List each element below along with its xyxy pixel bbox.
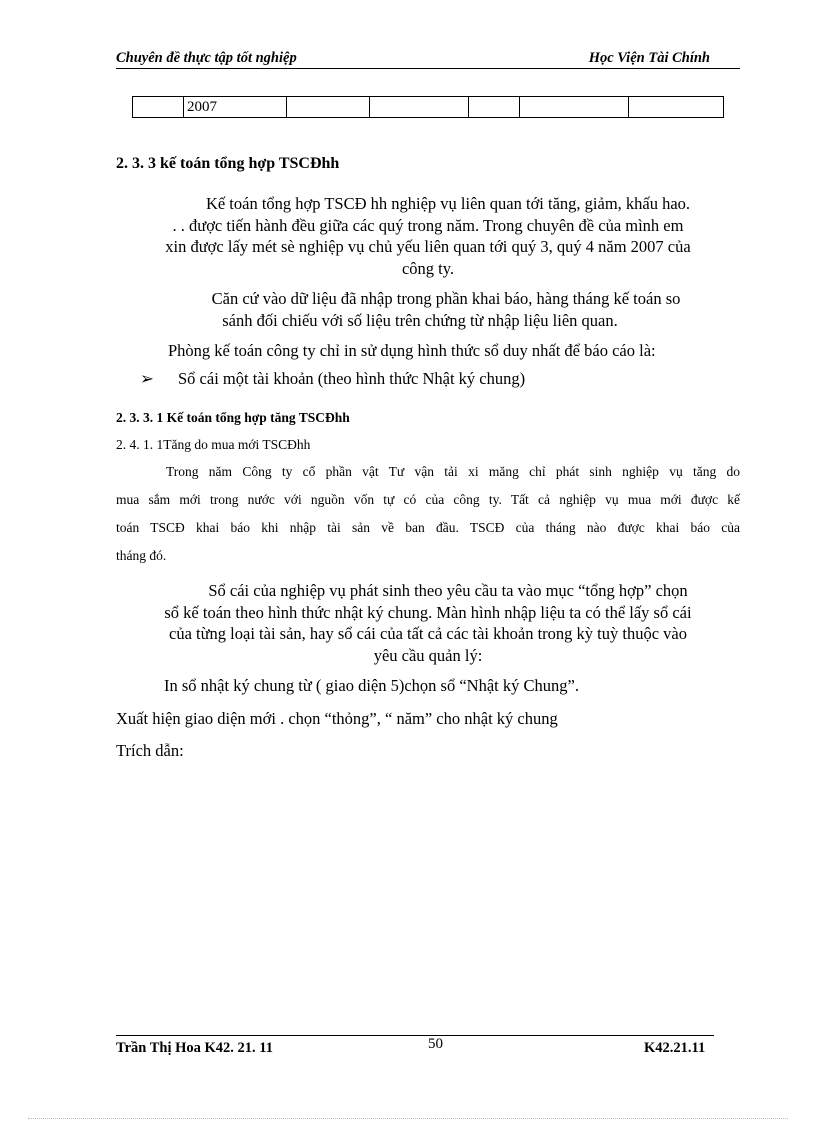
subsection-subtitle: 2. 4. 1. 1Tăng do mua mới TSCĐhh <box>116 437 311 452</box>
header-left-title: Chuyên đề thực tập tốt nghiệp <box>116 50 297 66</box>
paragraph-7: Trích dẫn: <box>116 741 184 760</box>
table-cell <box>469 97 520 118</box>
paragraph-1 <box>116 193 740 279</box>
paragraph-4 <box>116 580 740 666</box>
footer-class: K42.21.11 <box>644 1040 706 1056</box>
footer-author: Trần Thị Hoa K42. 21. 11 <box>116 1040 273 1056</box>
paragraph-line: Trong năm Công ty cổ phần vật Tư vận tải xi măng chỉ phát sinh nghiệp vụ tăng do <box>166 464 740 479</box>
table-cell <box>629 97 724 118</box>
subsection-title: 2. 3. 3. 1 Kế toán tổng hợp tăng TSCĐhh <box>116 410 350 425</box>
paragraph-line: Căn cứ vào dữ liệu đã nhập trong phần khai báo, hàng tháng kế toán so <box>211 289 681 308</box>
page-number: 50 <box>428 1036 443 1052</box>
paragraph-line: tháng đó. <box>116 548 167 563</box>
page-header <box>116 50 740 69</box>
data-table-fragment <box>132 96 724 118</box>
arrow-bullet-icon: ➢ <box>140 369 154 388</box>
paragraph-line: sổ kế toán theo hình thức nhật ký chung. Màn hình nhập liệu ta có thể lấy sổ cái <box>164 602 692 622</box>
paragraph-line: mua sắm mới trong nước với nguồn vốn tự có của công ty. Tất cả nghiệp vụ mua mới được kế <box>116 492 740 507</box>
table-cell <box>287 97 370 118</box>
paragraph-line: công ty. <box>401 258 455 278</box>
paragraph-line: của từng loại tài sản, hay sổ cái của tất cả các tài khoản trong kỳ tuỳ thuộc vào <box>169 624 687 643</box>
paragraph-line: Sổ cái của nghiệp vụ phát sinh theo yêu cầu ta vào mục “tổng hợp” chọn <box>208 581 688 600</box>
section-title: 2. 3. 3 kế toán tổng hợp TSCĐhh <box>116 155 340 172</box>
header-right-title: Học Viện Tài Chính <box>588 50 710 66</box>
small-paragraph <box>116 458 740 570</box>
paragraph-line: . . được tiến hành đều giữa các quý trong năm. Trong chuyên đề của mình em <box>172 215 684 235</box>
paragraph-line: toán TSCĐ khai báo khi nhập tài sản về ban đầu. TSCĐ của tháng nào được khai báo của <box>116 520 740 535</box>
table-cell: 2007 <box>184 97 287 118</box>
bullet-item <box>140 369 525 389</box>
paragraph-line: sánh đối chiếu với số liệu trên chứng từ nhập liệu liên quan. <box>222 310 618 330</box>
paragraph-2 <box>116 288 740 331</box>
table-row <box>133 97 724 118</box>
table-cell <box>370 97 469 118</box>
paragraph-3: Phòng kế toán công ty chỉ in sử dụng hình thức sổ duy nhất để báo cáo là: <box>168 341 656 360</box>
page-bottom-divider <box>28 1118 788 1119</box>
paragraph-6: Xuất hiện giao diện mới . chọn “thỏng”, “ năm” cho nhật ký chung <box>116 709 558 728</box>
paragraph-line: xin được lấy mét sè nghiệp vụ chủ yếu liên quan tới quý 3, quý 4 năm 2007 của <box>165 237 691 256</box>
paragraph-line: Kế toán tổng hợp TSCĐ hh nghiệp vụ liên quan tới tăng, giảm, khấu hao. <box>205 194 691 213</box>
footer-rule <box>116 1035 714 1036</box>
table-cell <box>520 97 629 118</box>
bullet-text: Sổ cái một tài khoản (theo hình thức Nhật ký chung) <box>178 369 526 388</box>
paragraph-line: yêu cầu quản lý: <box>373 645 483 665</box>
paragraph-5: In sổ nhật ký chung từ ( giao diện 5)chọn sổ “Nhật ký Chung”. <box>164 676 579 695</box>
table-cell <box>133 97 184 118</box>
